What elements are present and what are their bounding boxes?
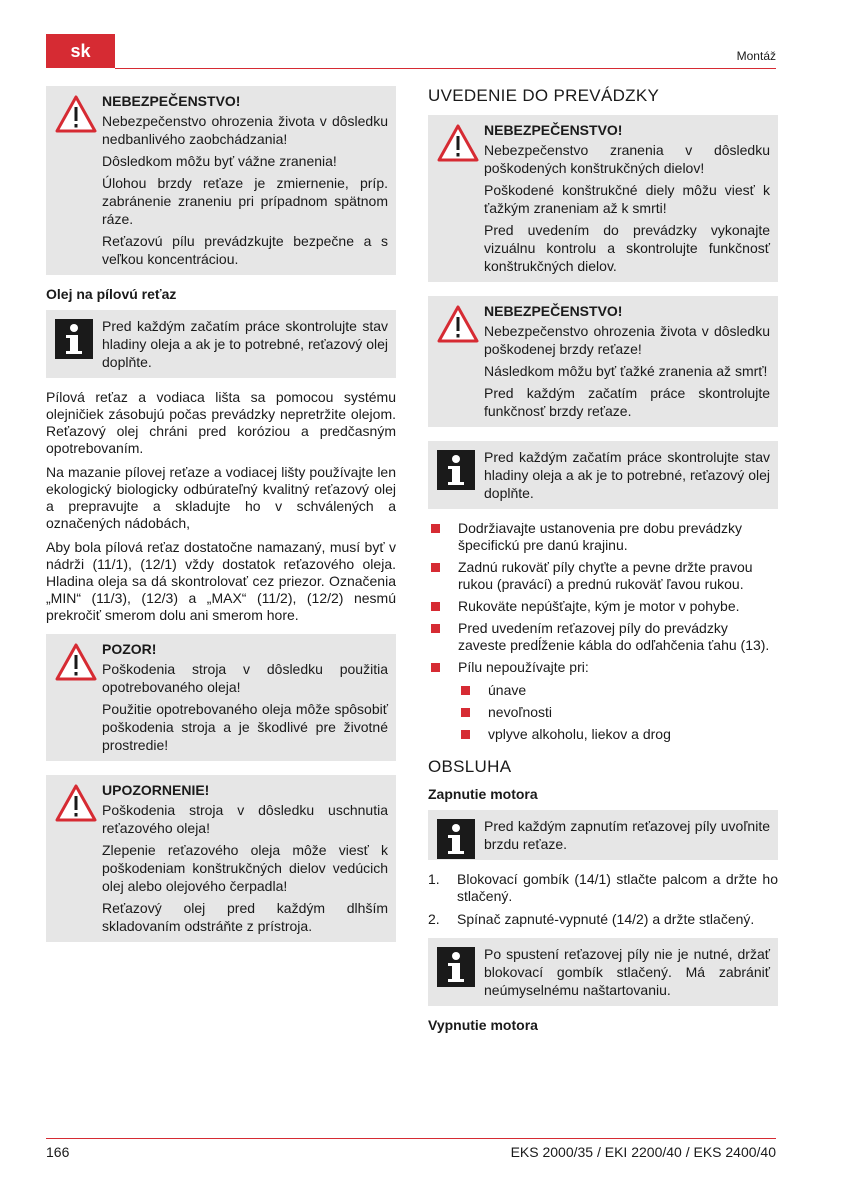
step-text: Blokovací gombík (14/1) stlačte palcom a držte ho stlačený. — [457, 871, 778, 904]
language-tab — [46, 34, 115, 68]
list-item: Pílu nepoužívajte pri: — [428, 659, 778, 676]
caution-text: Použitie opotrebovaného oleja môže spôsobiť poškodenia stroja a je škodlivé pre životné prostredie! — [102, 701, 388, 753]
caution-text: Poškodenia stroja v dôsledku použitia opotrebovaného oleja! — [102, 661, 388, 695]
notice-title: UPOZORNENIE! — [102, 782, 210, 798]
danger-text: Poškodené konštrukčné diely môžu viesť k ťažkým zraneniam až k smrti! — [484, 182, 770, 216]
danger-box — [428, 296, 778, 427]
info-text: Po spustení reťazovej píly nie je nutné, držať blokovací gombík stlačený. Má zabrániť neúmyselnému naštartovaniu. — [484, 946, 770, 998]
list-item: Zadnú rukoväť píly chyťte a pevne držte pravou rukou (pravácí) a prednú rukoväť ľavou rukou. — [428, 559, 778, 593]
step-item — [428, 871, 778, 905]
danger-box — [46, 86, 396, 275]
info-icon — [437, 819, 475, 859]
rules-list — [428, 520, 778, 676]
danger-text: Reťazovú pílu prevádzkujte bezpečne a s veľkou koncentráciou. — [102, 233, 388, 267]
step-item — [428, 911, 778, 928]
caution-box — [46, 634, 396, 761]
danger-text: Úlohou brzdy reťaze je zmiernenie, príp. zabránenie zraneniu pri prípadnom spätnom ráze. — [102, 175, 388, 227]
info-icon — [55, 319, 93, 359]
info-text: Pred každým zapnutím reťazovej píly uvoľnite brzdu reťaze. — [484, 818, 770, 852]
info-box — [428, 441, 778, 509]
danger-text: Pred každým začatím práce skontrolujte funkčnosť brzdy reťaze. — [484, 385, 770, 419]
list-item: vplyve alkoholu, liekov a drog — [428, 726, 778, 743]
info-box — [46, 310, 396, 378]
oil-heading: Olej na pílovú reťaz — [46, 286, 177, 302]
info-text: Pred každým začatím práce skontrolujte stav hladiny oleja a ak je to potrebné, reťazový olej doplňte. — [484, 449, 770, 501]
motor-off-heading: Vypnutie motora — [428, 1017, 538, 1033]
danger-box — [428, 115, 778, 282]
warning-triangle-icon — [437, 124, 479, 162]
list-item: Pred uvedením reťazovej píly do prevádzky zaveste predĺženie kábla do odľahčenia ťahu (13). — [428, 620, 778, 654]
list-item: Dodržiavajte ustanovenia pre dobu prevádzky špecifickú pre danú krajinu. — [428, 520, 778, 554]
language-code: sk — [70, 40, 91, 61]
danger-text: Nebezpečenstvo ohrozenia života v dôsledku nedbanlivého zaobchádzania! — [102, 113, 388, 147]
danger-text: Pred uvedením do prevádzky vykonajte vizuálnu kontrolu a skontrolujte funkčnosť konštrukčných dielov. — [484, 222, 770, 274]
warning-triangle-icon — [55, 784, 97, 822]
info-icon — [437, 947, 475, 987]
caution-title: POZOR! — [102, 641, 157, 657]
info-text: Pred každým začatím práce skontrolujte stav hladiny oleja a ak je to potrebné, reťazový olej doplňte. — [102, 318, 388, 370]
info-icon — [437, 450, 475, 490]
page-number: 166 — [46, 1144, 70, 1160]
danger-text: Nebezpečenstvo zranenia v dôsledku poškodených konštrukčných dielov! — [484, 142, 770, 176]
right-column — [428, 86, 778, 1041]
danger-text: Následkom môžu byť ťažké zranenia až smrť! — [484, 363, 768, 379]
operation-heading: OBSLUHA — [428, 757, 512, 776]
list-item: únave — [428, 682, 778, 699]
list-item: nevoľnosti — [428, 704, 778, 721]
danger-text: Nebezpečenstvo ohrozenia života v dôsledku poškodenej brzdy reťaze! — [484, 323, 770, 357]
notice-text: Zlepenie reťazového oleja môže viesť k poškodeniam konštrukčných dielov vedúcich olej alebo olejového čerpadla! — [102, 842, 388, 894]
header-rule — [115, 68, 776, 69]
step-number: 1. — [428, 871, 440, 887]
section-title: Montáž — [736, 49, 776, 63]
danger-title: NEBEZPEČENSTVO! — [102, 93, 241, 109]
step-number: 2. — [428, 911, 440, 927]
list-item: Rukoväte nepúšťajte, kým je motor v pohybe. — [428, 598, 778, 615]
paragraph: Aby bola pílová reťaz dostatočne namazaný, musí byť v nádrži (11/1), (12/1) vždy dostatok reťazového oleja. Hladina oleja sa dá skontrolovať cez priezor. Označenia „MIN“ (11/3), (12/3) a „MAX“ (11/2), (12/2) nesmú prekročiť smerom dolu ani smerom hore. — [46, 539, 396, 623]
footer-rule — [46, 1138, 776, 1139]
info-box — [428, 810, 778, 860]
notice-text: Reťazový olej pred každým dlhším skladovaním odstráňte z prístroja. — [102, 900, 388, 934]
danger-text: Dôsledkom môžu byť vážne zranenia! — [102, 153, 337, 169]
startup-heading: UVEDENIE DO PREVÁDZKY — [428, 86, 660, 105]
notice-box — [46, 775, 396, 942]
paragraph: Na mazanie pílovej reťaze a vodiacej lišty používajte len ekologický biologicky odbúrateľný kvalitný reťazový olej a prepravujte a skladujte ho v schválených a označených nádobách, — [46, 464, 396, 531]
motor-on-heading: Zapnutie motora — [428, 786, 538, 802]
left-column — [46, 86, 396, 953]
notice-text: Poškodenia stroja v dôsledku uschnutia reťazového oleja! — [102, 802, 388, 836]
warning-triangle-icon — [55, 95, 97, 133]
danger-title: NEBEZPEČENSTVO! — [484, 122, 623, 138]
step-text: Spínač zapnuté-vypnuté (14/2) a držte stlačený. — [457, 911, 755, 927]
steps-list — [428, 871, 778, 928]
conditions-list — [428, 682, 778, 743]
warning-triangle-icon — [437, 305, 479, 343]
danger-title: NEBEZPEČENSTVO! — [484, 303, 623, 319]
warning-triangle-icon — [55, 643, 97, 681]
info-box — [428, 938, 778, 1006]
paragraph: Pílová reťaz a vodiaca lišta sa pomocou systému olejničiek zásobujú počas prevádzky nepretržite olejom. Reťazový olej chráni pred koróziou a predčasným opotrebovaním. — [46, 389, 396, 456]
model-name: EKS 2000/35 / EKI 2200/40 / EKS 2400/40 — [510, 1144, 776, 1160]
